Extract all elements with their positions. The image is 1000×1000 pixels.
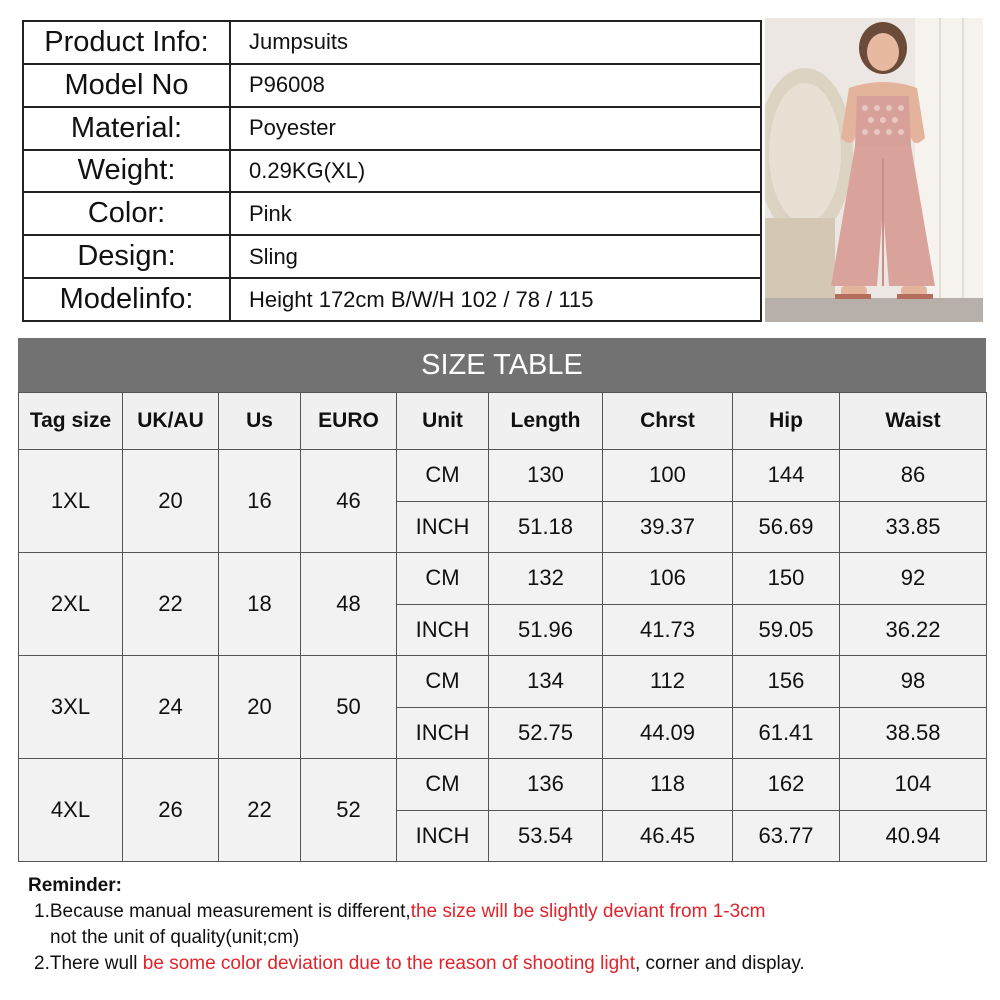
info-value: Poyester [230, 107, 761, 150]
size-table [18, 392, 987, 862]
cell-chest: 106 [603, 553, 733, 605]
cell-length: 132 [489, 553, 603, 605]
reminder-line-2-text: 2.There wull [34, 953, 143, 974]
info-key: Modelinfo: [23, 278, 230, 321]
info-value: Jumpsuits [230, 21, 761, 64]
reminder-block [28, 873, 978, 977]
reminder-line-1 [28, 899, 978, 925]
cell-chest: 44.09 [603, 707, 733, 759]
cell-length: 136 [489, 759, 603, 811]
product-info-table [22, 20, 762, 322]
col-header-waist: Waist [840, 393, 987, 450]
cell-uk-au: 26 [123, 759, 219, 862]
reminder-line-1-highlight: the size will be slightly deviant from 1-3cm [410, 901, 766, 922]
cell-hip: 63.77 [733, 810, 840, 862]
cell-chest: 39.37 [603, 501, 733, 553]
cell-waist: 92 [840, 553, 987, 605]
table-row [19, 759, 987, 811]
info-value: Height 172cm B/W/H 102 / 78 / 115 [230, 278, 761, 321]
size-table-title: SIZE TABLE [18, 338, 986, 392]
cell-hip: 162 [733, 759, 840, 811]
info-value: 0.29KG(XL) [230, 150, 761, 193]
col-header-uk-au: UK/AU [123, 393, 219, 450]
cell-chest: 46.45 [603, 810, 733, 862]
cell-euro: 46 [301, 450, 397, 553]
cell-unit: CM [397, 450, 489, 502]
info-key: Weight: [23, 150, 230, 193]
reminder-line-1-continued: not the unit of quality(unit;cm) [50, 927, 300, 948]
table-row [19, 450, 987, 502]
col-header-length: Length [489, 393, 603, 450]
reminder-line-2-end: , corner and display. [635, 953, 805, 974]
cell-unit: INCH [397, 707, 489, 759]
info-key: Color: [23, 192, 230, 235]
col-header-chest: Chrst [603, 393, 733, 450]
cell-waist: 40.94 [840, 810, 987, 862]
reminder-line-2 [28, 951, 978, 977]
cell-euro: 50 [301, 656, 397, 759]
col-header-unit: Unit [397, 393, 489, 450]
cell-waist: 38.58 [840, 707, 987, 759]
cell-length: 52.75 [489, 707, 603, 759]
info-row-model [23, 64, 761, 107]
cell-uk-au: 22 [123, 553, 219, 656]
cell-waist: 86 [840, 450, 987, 502]
cell-chest: 112 [603, 656, 733, 708]
model-photo [765, 18, 983, 322]
cell-unit: INCH [397, 604, 489, 656]
info-value: P96008 [230, 64, 761, 107]
info-key: Design: [23, 235, 230, 278]
cell-us: 20 [219, 656, 301, 759]
cell-length: 134 [489, 656, 603, 708]
cell-waist: 104 [840, 759, 987, 811]
info-row-material [23, 107, 761, 150]
info-row-design [23, 235, 761, 278]
col-header-us: Us [219, 393, 301, 450]
cell-length: 53.54 [489, 810, 603, 862]
col-header-tag-size: Tag size [19, 393, 123, 450]
col-header-euro: EURO [301, 393, 397, 450]
cell-us: 18 [219, 553, 301, 656]
cell-waist: 36.22 [840, 604, 987, 656]
cell-hip: 156 [733, 656, 840, 708]
info-value: Sling [230, 235, 761, 278]
info-row-modelinfo [23, 278, 761, 321]
info-key: Material: [23, 107, 230, 150]
cell-unit: INCH [397, 810, 489, 862]
cell-chest: 118 [603, 759, 733, 811]
table-row [19, 656, 987, 708]
size-table-header-row [19, 393, 987, 450]
cell-us: 16 [219, 450, 301, 553]
cell-us: 22 [219, 759, 301, 862]
table-row [19, 553, 987, 605]
info-value: Pink [230, 192, 761, 235]
cell-length: 51.18 [489, 501, 603, 553]
cell-waist: 98 [840, 656, 987, 708]
reminder-line-1-text: 1.Because manual measurement is different, [34, 901, 411, 922]
cell-hip: 150 [733, 553, 840, 605]
cell-chest: 41.73 [603, 604, 733, 656]
cell-uk-au: 24 [123, 656, 219, 759]
cell-unit: INCH [397, 501, 489, 553]
reminder-line-2-highlight: be some color deviation due to the reason of shooting light [142, 953, 635, 974]
cell-hip: 56.69 [733, 501, 840, 553]
cell-uk-au: 20 [123, 450, 219, 553]
cell-tag-size: 1XL [19, 450, 123, 553]
cell-unit: CM [397, 759, 489, 811]
model-photo-illustration [765, 18, 983, 322]
info-row-weight [23, 150, 761, 193]
cell-tag-size: 2XL [19, 553, 123, 656]
info-row-product [23, 21, 761, 64]
cell-length: 51.96 [489, 604, 603, 656]
info-row-color [23, 192, 761, 235]
info-key: Product Info: [23, 21, 230, 64]
cell-hip: 144 [733, 450, 840, 502]
cell-euro: 52 [301, 759, 397, 862]
cell-euro: 48 [301, 553, 397, 656]
cell-unit: CM [397, 553, 489, 605]
reminder-title: Reminder: [28, 875, 122, 896]
cell-tag-size: 3XL [19, 656, 123, 759]
cell-length: 130 [489, 450, 603, 502]
cell-tag-size: 4XL [19, 759, 123, 862]
cell-hip: 59.05 [733, 604, 840, 656]
cell-waist: 33.85 [840, 501, 987, 553]
info-key: Model No [23, 64, 230, 107]
cell-hip: 61.41 [733, 707, 840, 759]
col-header-hip: Hip [733, 393, 840, 450]
cell-unit: CM [397, 656, 489, 708]
cell-chest: 100 [603, 450, 733, 502]
